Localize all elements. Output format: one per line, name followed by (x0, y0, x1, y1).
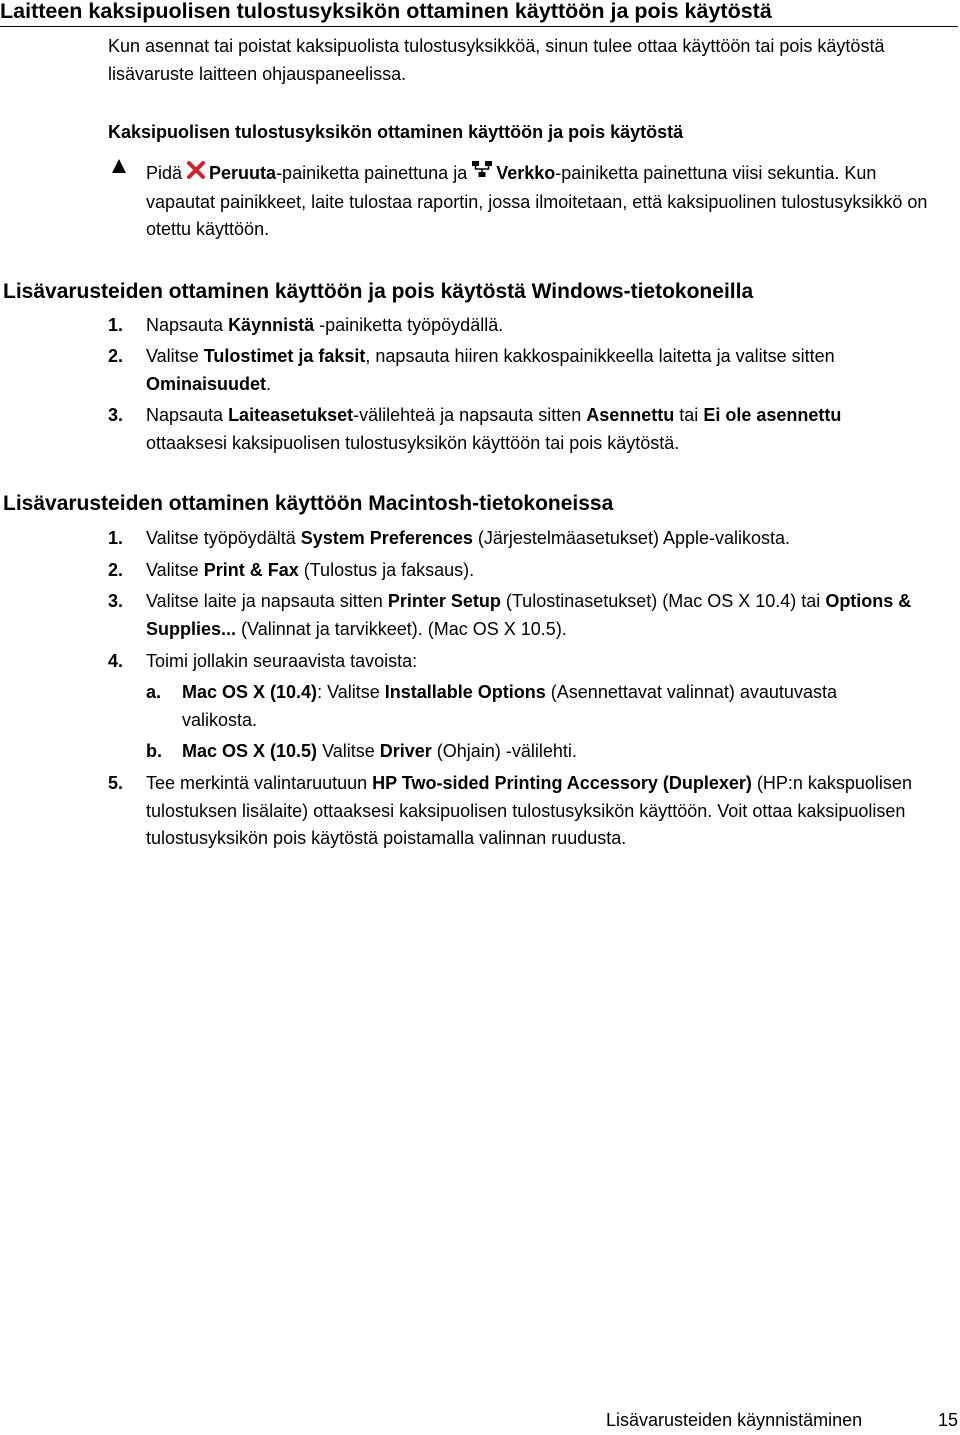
mac-substep-letter: b. (146, 741, 162, 761)
panel-section-heading: Kaksipuolisen tulostusyksikön ottaminen käyttöön ja pois käytöstä (108, 122, 684, 142)
bullet-triangle-icon (112, 159, 126, 173)
mac-step-number: 2. (108, 560, 124, 580)
panel-step-text: Pidä Peruuta-painiketta painettuna ja Verkko-painiketta painettuna viisi sekuntia. Kun vapautat painikkeet, laite tulostaa raportin, jossa ilmoitetaan, että kaksipuolinen tulostusyksikkö on otettu käyttöön. (146, 160, 946, 244)
windows-step-number: 2. (108, 346, 124, 366)
windows-step-1: Napsauta Käynnistä -painiketta työpöydällä. (146, 315, 504, 335)
windows-section-heading: Lisävarusteiden ottaminen käyttöön ja pois käytöstä Windows-tietokoneilla (3, 280, 754, 303)
windows-step-number: 3. (108, 405, 124, 425)
mac-step-3: Valitse laite ja napsauta sitten Printer Setup (Tulostinasetukset) (Mac OS X 10.4) tai Options & Supplies... (Valinnat ja tarvikkeet). (Mac OS X 10.5). (146, 591, 912, 639)
mac-step-number: 3. (108, 591, 124, 611)
mac-step-1: Valitse työpöydältä System Preferences (Järjestelmäasetukset) Apple-valikosta. (146, 528, 791, 548)
mac-substep-a: Mac OS X (10.4): Valitse Installable Options (Asennettavat valinnat) avautuvasta valikosta. (182, 682, 837, 730)
cancel-x-icon (186, 160, 206, 189)
windows-step-3: Napsauta Laiteasetukset-välilehteä ja napsauta sitten Asennettu tai Ei ole asennettu ottaaksesi kaksipuolisen tulostusyksikön käyttöön tai pois käytöstä. (146, 405, 842, 453)
mac-step-number: 4. (108, 651, 124, 671)
windows-step-2: Valitse Tulostimet ja faksit, napsauta hiiren kakkospainikkeella laitetta ja valitse sitten Ominaisuudet. (146, 346, 835, 394)
mac-step-2: Valitse Print & Fax (Tulostus ja faksaus). (146, 560, 475, 580)
footer-section-name: Lisävarusteiden käynnistäminen (606, 1410, 863, 1430)
windows-step-number: 1. (108, 315, 124, 335)
page-title: Laitteen kaksipuolisen tulostusyksikön ottaminen käyttöön ja pois käytöstä (0, 0, 958, 27)
mac-step-number: 1. (108, 528, 124, 548)
mac-section-heading: Lisävarusteiden ottaminen käyttöön Macintosh-tietokoneissa (3, 492, 614, 515)
network-icon (471, 160, 493, 189)
mac-step-4: Toimi jollakin seuraavista tavoista: (146, 651, 418, 671)
mac-step-number: 5. (108, 773, 124, 793)
page-number: 15 (938, 1410, 959, 1430)
mac-substep-b: Mac OS X (10.5) Valitse Driver (Ohjain) -välilehti. (182, 741, 577, 761)
mac-substep-letter: a. (146, 682, 162, 702)
mac-step-5: Tee merkintä valintaruutuun HP Two-sided Printing Accessory (Duplexer) (HP:n kakspuolisen tulostuksen lisälaite) ottaaksesi kaksipuolisen tulostusyksikön käyttöön. Voit ottaa kaksipuolisen tulostusyksikön pois käytöstä poistamalla valinnan ruudusta. (146, 773, 912, 848)
intro-paragraph: Kun asennat tai poistat kaksipuolista tulostusyksikköä, sinun tulee ottaa käyttöön tai pois käytöstä lisävaruste laitteen ohjauspaneelissa. (108, 36, 885, 84)
